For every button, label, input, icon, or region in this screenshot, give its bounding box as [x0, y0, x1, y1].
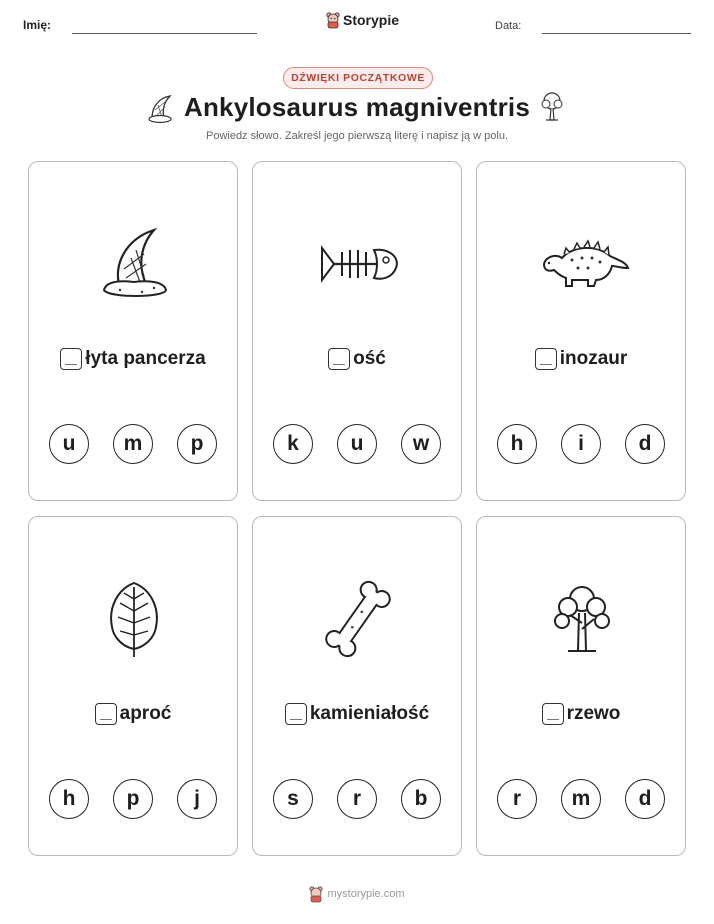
word-ending: ość	[353, 348, 386, 369]
word-card	[476, 161, 686, 501]
answer-box[interactable]	[542, 703, 564, 725]
fern-leaf-icon	[84, 579, 184, 659]
letter-option[interactable]: h	[49, 779, 89, 819]
word-card	[28, 516, 238, 856]
date-field[interactable]	[542, 33, 691, 34]
letter-option[interactable]: m	[561, 779, 601, 819]
bone-icon	[308, 579, 408, 659]
word-ending: rzewo	[566, 703, 621, 724]
word-card	[476, 516, 686, 856]
instructions: Powiedz słowo. Zakreśl jego pierwszą literę i napisz ją w polu.	[205, 130, 509, 142]
answer-box[interactable]	[328, 348, 350, 370]
tree-icon	[536, 90, 568, 124]
brand-name: Storypie	[343, 12, 400, 28]
name-field[interactable]	[72, 33, 257, 34]
ankylosaurus-icon	[532, 224, 632, 304]
word-card	[28, 161, 238, 501]
letter-option[interactable]: s	[273, 779, 313, 819]
word-row	[29, 703, 237, 725]
letter-option[interactable]: r	[337, 779, 377, 819]
letter-option[interactable]: m	[113, 424, 153, 464]
date-label: Data:	[495, 20, 522, 32]
word-row	[477, 703, 685, 725]
answer-box[interactable]	[95, 703, 117, 725]
answer-box[interactable]	[285, 703, 307, 725]
letter-option[interactable]: k	[273, 424, 313, 464]
word-row	[477, 348, 685, 370]
word-ending: łyta pancerza	[85, 348, 206, 369]
answer-box[interactable]	[535, 348, 557, 370]
name-label: Imię:	[23, 18, 52, 32]
footer	[0, 886, 714, 902]
letter-option[interactable]: w	[401, 424, 441, 464]
letter-option[interactable]: i	[561, 424, 601, 464]
word-card	[252, 516, 462, 856]
claw-icon	[84, 224, 184, 304]
word-ending: inozaur	[559, 348, 628, 369]
word-row	[253, 703, 461, 725]
category-badge: DŹWIĘKI POCZĄTKOWE	[283, 67, 433, 89]
letter-option[interactable]: h	[497, 424, 537, 464]
letter-option[interactable]: p	[113, 779, 153, 819]
brand-logo	[326, 12, 399, 28]
word-ending: kamieniałość	[309, 703, 430, 724]
answer-box[interactable]	[60, 348, 82, 370]
word-card	[252, 161, 462, 501]
footer-url[interactable]: mystorypie.com	[327, 888, 405, 900]
tree-icon	[532, 579, 632, 659]
letter-option[interactable]: p	[177, 424, 217, 464]
word-row	[253, 348, 461, 370]
letter-option[interactable]: r	[497, 779, 537, 819]
page-title: Ankylosaurus magniventris	[184, 92, 530, 122]
bear-logo-icon	[326, 12, 340, 28]
letter-option[interactable]: d	[625, 779, 665, 819]
letter-option[interactable]: d	[625, 424, 665, 464]
word-row	[29, 348, 237, 370]
letter-option[interactable]: u	[337, 424, 377, 464]
letter-option[interactable]: j	[177, 779, 217, 819]
bear-logo-icon	[309, 886, 323, 902]
letter-option[interactable]: b	[401, 779, 441, 819]
letter-option[interactable]: u	[49, 424, 89, 464]
fish-bone-icon	[308, 224, 408, 304]
word-ending: aproć	[119, 703, 172, 724]
